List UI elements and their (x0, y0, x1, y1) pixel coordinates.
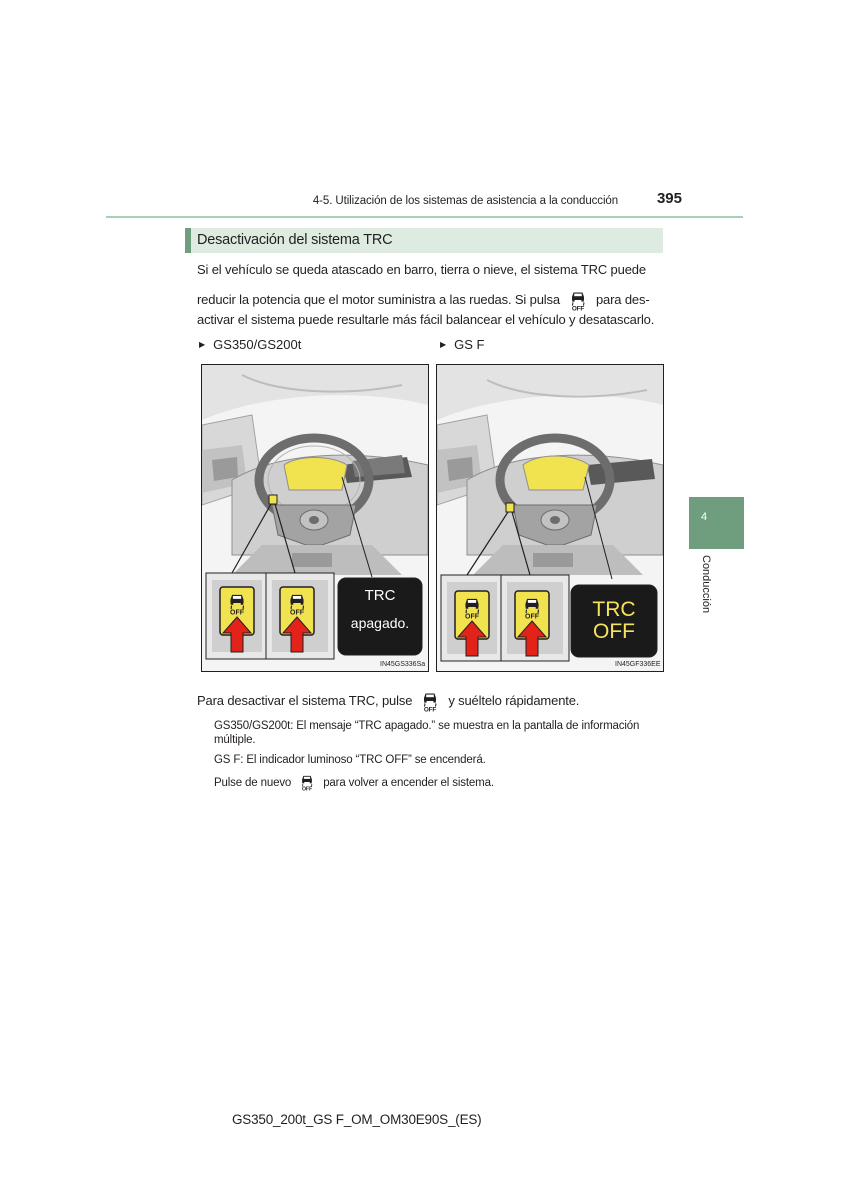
image-code: IN45GF336EE (615, 661, 661, 668)
page-number: 395 (656, 190, 682, 207)
display-line-2: apagado. (350, 615, 410, 631)
chapter-label (700, 555, 714, 625)
indicator-line-2: OFF (593, 620, 635, 643)
skid-car-off-icon (298, 773, 316, 791)
indicator-line-1: TRC (592, 598, 636, 621)
triangle-bullet-icon: ▶ (199, 340, 206, 349)
model-label-gsf-text: GS F (454, 337, 485, 352)
intro-line-1: Si el vehículo se queda atascado en barro, tierra o nieve, el sistema TRC puede (197, 262, 646, 277)
running-header: 4-5. Utilización de los sistemas de asistencia a la conducción (312, 195, 618, 207)
section-heading-marker (185, 228, 191, 253)
instruction-before: Para desactivar el sistema TRC, pulse (197, 693, 413, 708)
intro-line-2-after: para des- (595, 292, 650, 307)
document-code: GS350_200t_GS F_OM_OM30E90S_(ES) (232, 1112, 482, 1127)
image-code: IN45GS336Sa (380, 661, 426, 668)
intro-line-2-before: reducir la potencia que el motor suministra a las ruedas. Si pulsa (197, 292, 560, 307)
model-label-gs350 (199, 337, 301, 352)
model-label-gs350-text: GS350/GS200t (213, 337, 302, 352)
instruction-after: y suéltelo rápidamente. (448, 693, 580, 708)
note-gs350-line-2: múltiple. (214, 734, 256, 746)
header-rule (106, 216, 743, 218)
figure-gsf (436, 364, 664, 672)
intro-line-2 (197, 289, 659, 311)
note-again (214, 773, 494, 791)
instruction-line (197, 690, 659, 712)
note-gsf: GS F: El indicador luminoso “TRC OFF” se encenderá. (214, 754, 486, 766)
skid-car-off-icon (567, 289, 589, 311)
chapter-number: 4 (700, 511, 708, 523)
intro-line-3: activar el sistema puede resultarle más fácil balancear el vehículo y desatascarlo. (197, 312, 655, 327)
figure-gs350 (201, 364, 429, 672)
model-label-gsf (440, 337, 485, 352)
note-again-after: para volver a encender el sistema. (323, 777, 494, 789)
chapter-tab (689, 497, 744, 549)
triangle-bullet-icon: ▶ (440, 340, 447, 349)
note-gs350-line-1: GS350/GS200t: El mensaje “TRC apagado.” se muestra en la pantalla de información (214, 720, 640, 732)
skid-car-off-icon (419, 690, 441, 712)
section-title: Desactivación del sistema TRC (197, 232, 393, 248)
chapter-label-text: Conducción (700, 555, 712, 614)
display-line-1: TRC (364, 587, 396, 604)
note-again-before: Pulse de nuevo (214, 777, 292, 789)
